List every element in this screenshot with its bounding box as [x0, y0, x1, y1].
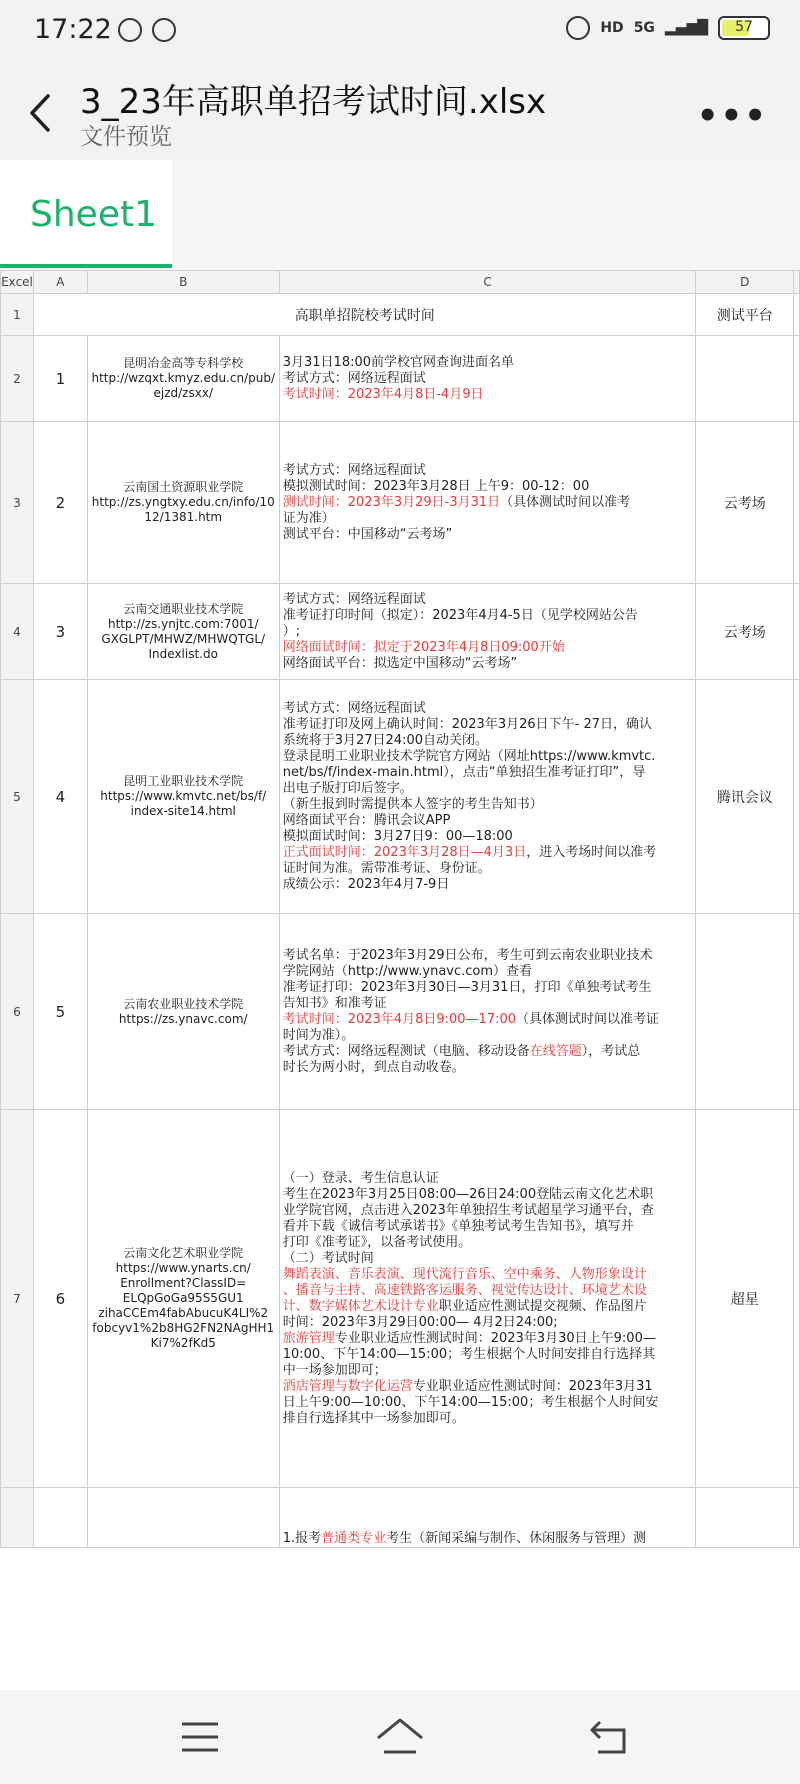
info-text: 考试方式：网络远程面试: [282, 700, 426, 716]
exam-info-line: [283, 1060, 693, 1076]
highlight-text: 正式面试时间：: [282, 844, 374, 860]
home-icon[interactable]: [370, 1712, 430, 1762]
info-text: 准考证打印：2023年3月30日—3月31日，打印《单独考试考生: [282, 979, 652, 995]
row-header[interactable]: 2: [1, 336, 34, 422]
exam-info-line: [283, 829, 693, 845]
exam-info-line: [283, 1028, 693, 1044]
highlight-text: 考试时间：2023年4月8日9:00—17:00: [282, 1011, 517, 1027]
exam-info-line: [283, 1283, 693, 1299]
info-text: （具体测试时间以准考证: [516, 1011, 660, 1027]
info-text: 证为准）: [282, 510, 335, 526]
exam-info-line: [283, 1363, 693, 1379]
platform-header-cell[interactable]: 测试平台: [696, 294, 794, 336]
info-text: 专业职业适应性测试时间：2023年3月31: [412, 1378, 653, 1394]
table-row: [1, 336, 800, 422]
platform-cell[interactable]: [696, 914, 794, 1110]
app-header: [0, 60, 800, 160]
school-cell[interactable]: [87, 1110, 279, 1488]
exam-info-cell[interactable]: [279, 422, 696, 584]
highlight-text: 、播音与主持、高速铁路客运服务、视觉传达设计、环境艺术设: [282, 1282, 647, 1298]
info-text: （一）登录、考生信息认证: [282, 1170, 439, 1186]
exam-info-line: [283, 624, 693, 640]
tab-sheet1[interactable]: [0, 160, 172, 268]
exam-info-line: [283, 511, 693, 527]
info-text: 1.报考: [282, 1531, 322, 1546]
school-text-line: ELQpGoGa95S5GU1: [122, 1291, 244, 1305]
exam-info-line: [283, 592, 693, 608]
platform-cell[interactable]: [696, 1488, 794, 1548]
highlight-text: 网络面试时间：拟定于2023年4月8日09:00开始: [282, 639, 565, 655]
exam-info-line: [283, 701, 693, 717]
exam-info-line: [283, 1347, 693, 1363]
info-text: net/bs/f/index-main.html），点击“单独招生准考证打印”，导: [282, 764, 646, 780]
exam-info-line: [283, 1012, 693, 1028]
info-text: ）;: [282, 623, 301, 639]
exam-info-line: [283, 765, 693, 781]
index-cell[interactable]: [33, 1488, 87, 1548]
battery-icon: [718, 16, 770, 40]
school-text-line: http://zs.yngtxy.edu.cn/info/10: [91, 495, 275, 509]
info-text: （具体测试时间以准考: [500, 494, 631, 510]
exam-info-line: [283, 1379, 693, 1395]
column-header-a[interactable]: A: [33, 271, 87, 294]
exam-info-line: [283, 733, 693, 749]
school-cell[interactable]: [87, 584, 279, 680]
table-row: [1, 294, 800, 336]
table-row: [1, 680, 800, 914]
highlight-text: 舞蹈表演、音乐表演、现代流行音乐、空中乘务、人物形象设计: [282, 1266, 647, 1282]
exam-info-line: [283, 1411, 693, 1427]
exam-info-line: [283, 1315, 693, 1331]
exam-info-line: [283, 749, 693, 765]
exam-info-line: [283, 1219, 693, 1235]
info-text: 时间为准）。: [282, 1027, 355, 1043]
school-text-line: index-site14.html: [130, 804, 236, 818]
highlight-text: 2023年3月28日—4月3日: [373, 844, 527, 860]
exam-info-line: [283, 1187, 693, 1203]
empty-cell[interactable]: [793, 914, 799, 1110]
info-text: 时长为两小时，到点自动收卷。: [282, 1059, 465, 1075]
info-text: 职业适应性测试提交视频、作品图片: [438, 1298, 647, 1314]
empty-cell[interactable]: [793, 422, 799, 584]
empty-cell[interactable]: [793, 680, 799, 914]
empty-cell[interactable]: [793, 1488, 799, 1548]
status-bar: [0, 0, 800, 60]
highlight-text: 考试时间：2023年4月8日-4月9日: [282, 386, 484, 402]
table-row: [1, 914, 800, 1110]
school-text-line: ejzd/zsxx/: [153, 386, 213, 400]
exam-info-line: [283, 1531, 693, 1547]
platform-cell[interactable]: 超星: [696, 1110, 794, 1488]
school-text-line: GXGLPT/MHWZ/MHWQTGL/: [101, 631, 266, 646]
app-notification-icon: [152, 18, 176, 42]
info-text: 考试方式：网络远程测试（电脑、移动设备: [282, 1043, 530, 1059]
exam-info-line: [283, 845, 693, 861]
info-text: 考生在2023年3月25日08:00—26日24:00登陆云南文化艺术职: [282, 1186, 654, 1202]
school-text-line: http://zs.ynjtc.com:7001/: [107, 616, 259, 631]
info-text: 准考证打印时间（拟定）：2023年4月4-5日（见学校网站公告: [282, 607, 638, 623]
platform-cell[interactable]: 腾讯会议: [696, 680, 794, 914]
empty-cell[interactable]: [793, 584, 799, 680]
exam-info-line: [283, 877, 693, 893]
exam-info-cell[interactable]: [279, 1110, 696, 1488]
school-text-line: Indexlist.do: [148, 646, 218, 661]
hd-icon: HD: [600, 20, 624, 36]
empty-cell[interactable]: [793, 294, 799, 336]
school-text-line: https://www.ynarts.cn/: [115, 1261, 251, 1275]
network-label: 5G: [633, 20, 655, 36]
exam-info-line: [283, 717, 693, 733]
info-text: 3月31日18:00前学校官网查询进面名单: [282, 354, 515, 370]
empty-cell[interactable]: [793, 336, 799, 422]
info-text: 模拟测试时间：2023年3月28日 上午9：00-12：00: [282, 478, 590, 494]
exam-info-line: [283, 948, 693, 964]
row-header[interactable]: 5: [1, 680, 34, 914]
spreadsheet-view[interactable]: [0, 270, 800, 1690]
notification-icons: [118, 18, 176, 42]
info-text: 看并下载《诚信考试承诺书》《单独考试考生告知书》，填写并: [282, 1218, 634, 1234]
info-text: 排自行选择其中一场参加即可。: [282, 1410, 465, 1426]
table-row: [1, 1110, 800, 1488]
exam-info-line: [283, 1267, 693, 1283]
info-text: 模拟面试时间：3月27日9：00—18:00: [282, 828, 513, 844]
exam-info-line: [283, 861, 693, 877]
highlight-text: 酒店管理与数字化运营: [282, 1378, 413, 1394]
exam-info-line: [283, 640, 693, 656]
back-icon[interactable]: [22, 88, 62, 138]
school-text-line: zihaCCEm4fabAbucuK4LI%2: [98, 1306, 269, 1320]
school-text-line: 12/1381.htm: [144, 510, 223, 524]
column-header-d[interactable]: D: [696, 271, 794, 294]
info-text: 网络面试平台：拟选定中国移动“云考场”: [282, 655, 518, 671]
file-title: 3_23年高职单招考试时间.xlsx: [80, 82, 547, 122]
table-row: [1, 584, 800, 680]
exam-info-line: [283, 463, 693, 479]
highlight-text: 普通类专业: [321, 1531, 387, 1546]
highlight-text: 旅游管理: [282, 1330, 335, 1346]
row-header[interactable]: 3: [1, 422, 34, 584]
info-text: 业学院官网，点击进入2023年单独招生考试超星学习通平台，查: [282, 1202, 654, 1218]
row-header[interactable]: [1, 1488, 34, 1548]
exam-info-line: [283, 387, 693, 403]
school-cell[interactable]: [87, 914, 279, 1110]
exam-info-line: [283, 355, 693, 371]
alarm-icon: [566, 16, 590, 40]
exam-info-line: [283, 1203, 693, 1219]
tab-sheet1-label: Sheet1: [30, 194, 157, 235]
info-text: 中一场参加即可；: [282, 1362, 387, 1378]
info-text: 专业职业适应性测试时间：2023年3月30日上午9:00—: [334, 1330, 656, 1346]
info-text: ，进入考场时间以准考: [526, 844, 657, 860]
exam-info-line: [283, 797, 693, 813]
empty-cell[interactable]: [793, 1110, 799, 1488]
exam-info-line: [283, 608, 693, 624]
exam-info-line: [283, 1044, 693, 1060]
school-text-line: 云南国土资源职业学院: [123, 480, 244, 494]
exam-info-line: [283, 813, 693, 829]
school-text-line: 云南农业职业技术学院: [123, 996, 244, 1011]
school-text-line: 昆明冶金高等专科学校: [123, 356, 244, 370]
exam-info-line: [283, 980, 693, 996]
row-header[interactable]: 6: [1, 914, 34, 1110]
exam-info-line: [283, 527, 693, 543]
sheet-grid: [0, 270, 800, 1548]
column-header-c[interactable]: C: [279, 271, 696, 294]
exam-info-line: [283, 1251, 693, 1267]
table-row: [1, 1488, 800, 1548]
info-text: 证时间为准。需带准考证、身份证。: [282, 860, 491, 876]
file-subtitle: 文件预览: [80, 124, 172, 150]
index-cell[interactable]: 4: [33, 680, 87, 914]
info-text: 日上午9:00—10:00、下午14:00—15:00；考生根据个人时间安: [282, 1394, 659, 1410]
exam-info-cell[interactable]: [279, 914, 696, 1110]
info-text: 出电子版打印后签字。: [282, 780, 413, 796]
system-nav-bar: [0, 1690, 800, 1784]
back-nav-icon[interactable]: [580, 1712, 640, 1762]
highlight-text: 在线答题: [529, 1043, 582, 1059]
exam-info-line: [283, 964, 693, 980]
info-text: （二）考试时间: [282, 1250, 374, 1266]
exam-info-line: [283, 656, 693, 672]
exam-info-line: [283, 1331, 693, 1347]
info-text: 网络面试平台：腾讯会议APP: [282, 812, 451, 828]
platform-cell[interactable]: [696, 336, 794, 422]
exam-info-cell[interactable]: [279, 1488, 696, 1548]
column-header-b[interactable]: B: [87, 271, 279, 294]
status-time: 17:22: [34, 14, 112, 45]
highlight-text: 计、数字媒体艺术设计专业: [282, 1298, 439, 1314]
info-text: 系统将于3月27日24:00自动关闭。: [282, 732, 489, 748]
index-cell[interactable]: 1: [33, 336, 87, 422]
column-header-row: [1, 271, 800, 294]
highlight-text: 测试时间：2023年3月29日-3月31日: [282, 494, 501, 510]
row-header[interactable]: 7: [1, 1110, 34, 1488]
exam-info-line: [283, 1299, 693, 1315]
exam-info-line: [283, 1171, 693, 1187]
index-cell[interactable]: 3: [33, 584, 87, 680]
platform-cell[interactable]: 云考场: [696, 422, 794, 584]
school-text-line: 云南交通职业技术学院: [123, 601, 244, 616]
info-text: 成绩公示：2023年4月7-9日: [282, 876, 450, 892]
school-text-line: 云南文化艺术职业学院: [123, 1246, 244, 1260]
school-text-line: fobcyv1%2b8HG2FN2NAgHH1: [92, 1321, 275, 1335]
sheet-title-cell[interactable]: 高职单招院校考试时间: [33, 294, 695, 336]
platform-cell[interactable]: 云考场: [696, 584, 794, 680]
info-text: 考试方式：网络远程面试: [282, 462, 426, 478]
school-cell[interactable]: [87, 336, 279, 422]
exam-info-line: [283, 371, 693, 387]
school-cell[interactable]: [87, 1488, 279, 1548]
school-text-line: https://zs.ynavc.com/: [118, 1011, 248, 1026]
exam-info-cell[interactable]: [279, 584, 696, 680]
sheet-tabbar: [0, 160, 800, 270]
info-text: 打印《准考证》，以备考试使用。: [282, 1234, 472, 1250]
info-text: 登录昆明工业职业技术学院官方网站（网址https://www.kmvtc.: [282, 748, 656, 764]
school-text-line: Ki7%2fKd5: [150, 1336, 216, 1350]
info-text: ），考试总: [581, 1043, 641, 1059]
index-cell[interactable]: 2: [33, 422, 87, 584]
column-header-e[interactable]: [793, 271, 799, 294]
system-icons: [566, 16, 770, 40]
index-cell[interactable]: 6: [33, 1110, 87, 1488]
wechat-icon: [118, 18, 142, 42]
school-cell[interactable]: [87, 680, 279, 914]
school-cell[interactable]: [87, 422, 279, 584]
info-text: 准考证打印及网上确认时间：2023年3月26日下午- 27日，确认: [282, 716, 652, 732]
info-text: 测试平台：中国移动“云考场”: [282, 526, 453, 542]
battery-level: 57: [735, 19, 753, 35]
info-text: 考生（新闻采编与制作、休闲服务与管理）测: [386, 1531, 647, 1546]
school-text-line: Enrollment?ClassID=: [120, 1276, 247, 1290]
info-text: 考试名单：于2023年3月29日公布，考生可到云南农业职业技术: [282, 947, 653, 963]
more-options-icon[interactable]: •••: [696, 96, 768, 136]
school-text-line: https://www.kmvtc.net/bs/f/: [100, 789, 267, 803]
menu-icon[interactable]: [170, 1712, 230, 1762]
exam-info-cell[interactable]: [279, 680, 696, 914]
school-text-line: http://wzqxt.kmyz.edu.cn/pub/: [91, 371, 275, 385]
corner-cell[interactable]: Excel: [1, 271, 34, 294]
info-text: 学院网站（http://www.ynavc.com）查看: [282, 963, 533, 979]
exam-info-line: [283, 996, 693, 1012]
school-text-line: 昆明工业职业技术学院: [123, 774, 244, 788]
exam-info-line: [283, 781, 693, 797]
index-cell[interactable]: 5: [33, 914, 87, 1110]
signal-icon: ▂▄▆█: [664, 20, 708, 36]
exam-info-line: [283, 1235, 693, 1251]
table-row: [1, 422, 800, 584]
info-text: 时间：2023年3月29日00:00— 4月2日24:00;: [282, 1314, 558, 1330]
exam-info-line: [283, 1395, 693, 1411]
info-text: （新生报到时需提供本人签字的考生告知书）: [282, 796, 543, 812]
exam-info-line: [283, 495, 693, 511]
info-text: 告知书》和准考证: [282, 995, 387, 1011]
exam-info-cell[interactable]: [279, 336, 696, 422]
row-header[interactable]: 1: [1, 294, 34, 336]
info-text: 考试方式：网络远程面试: [282, 591, 426, 607]
exam-info-line: [283, 479, 693, 495]
info-text: 考试方式：网络远程面试: [282, 370, 426, 386]
info-text: 10:00、下午14:00—15:00；考生根据个人时间安排自行选择其: [282, 1346, 656, 1362]
row-header[interactable]: 4: [1, 584, 34, 680]
